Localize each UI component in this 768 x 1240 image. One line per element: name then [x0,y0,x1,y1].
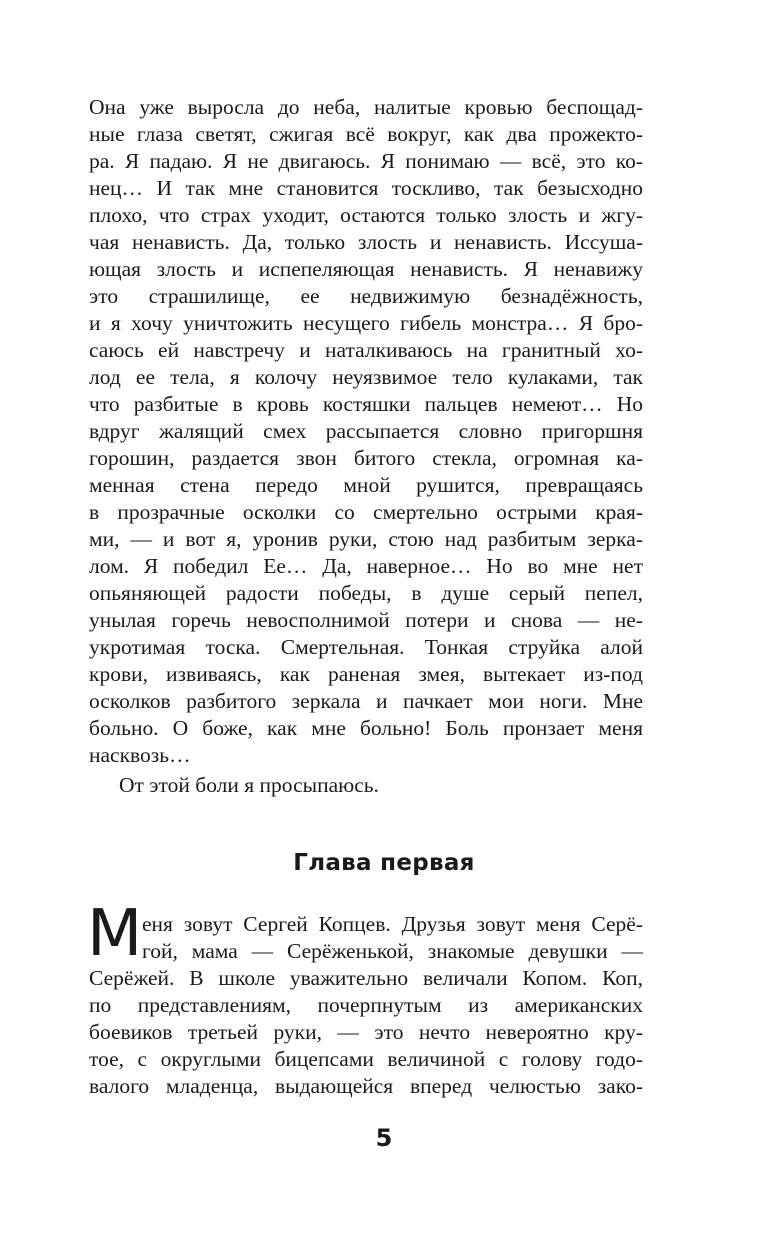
chapter-line: еня зовут Сергей Копцев. Друзья зовут меня Серё- [142,912,643,936]
chapter-line: Серёжей. В школе уважительно величали Копом. Коп, [89,966,643,990]
prologue-line: саюсь ей навстречу и наталкиваюсь на гранитный хо- [89,338,643,362]
prologue-line: чая ненависть. Да, только злость и ненависть. Иссуша- [89,230,643,254]
prologue-line: ные глаза светят, сжигая всё вокруг, как два прожекто- [89,122,643,146]
prologue-line: горошин, раздается звон битого стекла, огромная ка- [89,446,643,470]
prologue-line: и я хочу уничтожить несущего гибель монстра… Я бро- [89,311,643,335]
prologue-line: ра. Я падаю. Я не двигаюсь. Я понимаю — всё, это ко- [89,149,643,173]
chapter-line: гой, мама — Серёженькой, знакомые девушки — [142,939,643,963]
prologue-line: что разбитые в кровь костяшки пальцев немеют… Но [89,392,643,416]
prologue-line: в прозрачные осколки со смертельно острыми края- [89,500,643,524]
prologue-line: ми, — и вот я, уронив руки, стою над разбитым зерка- [89,527,643,551]
chapter-line: тое, с округлыми бицепсами величиной с голову годо- [89,1047,643,1071]
prologue-line: опьяняющей радости победы, в душе серый пепел, [89,581,643,605]
prologue-line: это страшилище, ее недвижимую безнадёжность, [89,284,643,308]
chapter-title: Глава первая [293,850,475,876]
prologue-line: менная стена передо мной рушится, превращаясь [89,473,643,497]
page-number: 5 [375,1124,393,1152]
prologue-line: лод ее тела, я колочу неуязвимое тело кулаками, так [89,365,643,389]
chapter-line: валого младенца, выдающейся вперед челюстью зако- [89,1074,643,1098]
prologue-line: вдруг жалящий смех рассыпается словно пригоршня [89,419,643,443]
drop-cap: М [87,897,143,971]
prologue-line: осколков разбитого зеркала и пачкает мои ноги. Мне [89,689,643,713]
prologue-line: ющая злость и испепеляющая ненависть. Я ненавижу [89,257,643,281]
chapter-line: по представлениям, почерпнутым из американских [89,993,643,1017]
prologue-line: нец… И так мне становится тоскливо, так безысходно [89,176,643,200]
prologue-line: Она уже выросла до неба, налитые кровью беспощад- [89,95,643,119]
prologue-closing-line: От этой боли я просыпаюсь. [119,773,379,797]
prologue-line: лом. Я победил Ее… Да, наверное… Но во мне нет [89,554,643,578]
prologue-line: унылая горечь невосполнимой потери и снова — не- [89,608,643,632]
chapter-line: боевиков третьей руки, — это нечто невероятно кру- [89,1020,643,1044]
prologue-line: насквозь… [89,743,191,767]
prologue-line: крови, извиваясь, как раненая змея, вытекает из-под [89,662,643,686]
prologue-line: укротимая тоска. Смертельная. Тонкая струйка алой [89,635,643,659]
prologue-line: плохо, что страх уходит, остаются только злость и жгу- [89,203,643,227]
prologue-line: больно. О боже, как мне больно! Боль пронзает меня [89,716,643,740]
